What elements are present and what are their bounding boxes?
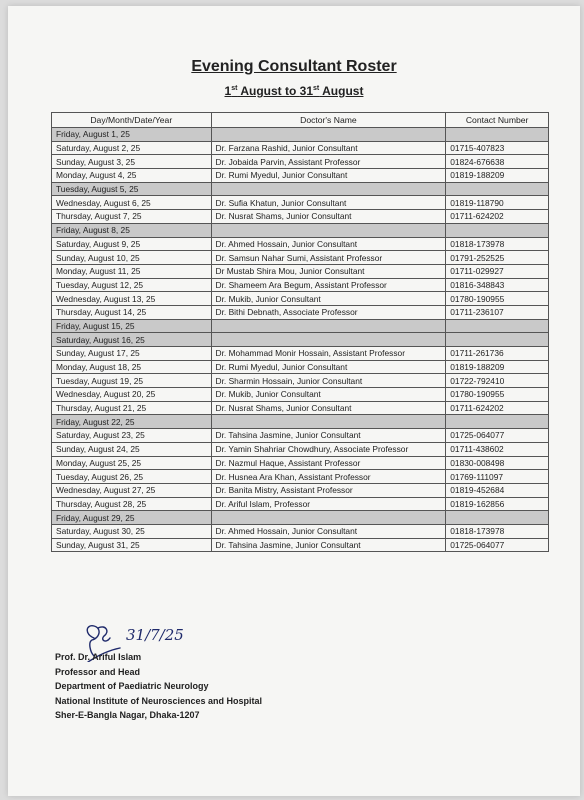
cell-contact: 01816-348843 (446, 278, 549, 292)
cell-date: Monday, August 18, 25 (52, 360, 212, 374)
table-row (52, 360, 549, 374)
cell-contact: 01819-452684 (446, 483, 549, 497)
cell-date: Friday, August 29, 25 (52, 511, 212, 525)
cell-date: Wednesday, August 6, 25 (52, 196, 212, 210)
cell-doctor: Dr. Samsun Nahar Sumi, Assistant Professor (211, 251, 446, 265)
cell-date: Sunday, August 24, 25 (52, 442, 212, 456)
subtitle-from-day: 1 (224, 84, 232, 98)
cell-date: Saturday, August 9, 25 (52, 237, 212, 251)
table-row-holiday (52, 511, 549, 525)
table-row (52, 169, 549, 183)
table-row (52, 305, 549, 319)
cell-doctor: Dr. Tahsina Jasmine, Junior Consultant (211, 538, 446, 552)
subtitle-end: August (319, 84, 364, 98)
table-row (52, 429, 549, 443)
cell-contact: 01769-111097 (446, 470, 549, 484)
cell-contact: 01818-173978 (446, 237, 549, 251)
table-row (52, 401, 549, 415)
subtitle-to-day: 31 (299, 84, 314, 98)
table-row (52, 141, 549, 155)
cell-date: Saturday, August 23, 25 (52, 429, 212, 443)
cell-date: Wednesday, August 13, 25 (52, 292, 212, 306)
table-row (52, 483, 549, 497)
cell-contact: 01780-190955 (446, 292, 549, 306)
cell-date: Tuesday, August 19, 25 (52, 374, 212, 388)
cell-contact (446, 182, 549, 196)
table-row (52, 196, 549, 210)
header-contact: Contact Number (446, 113, 549, 128)
table-row-holiday (52, 182, 549, 196)
cell-date: Wednesday, August 20, 25 (52, 388, 212, 402)
cell-doctor: Dr. Sharmin Hossain, Junior Consultant (211, 374, 446, 388)
cell-date: Thursday, August 28, 25 (52, 497, 212, 511)
cell-date: Tuesday, August 26, 25 (52, 470, 212, 484)
cell-date: Wednesday, August 27, 25 (52, 483, 212, 497)
cell-contact: 01711-029927 (446, 264, 549, 278)
cell-doctor (211, 223, 446, 237)
cell-doctor: Dr. Shameem Ara Begum, Assistant Professor (211, 278, 446, 292)
cell-doctor: Dr. Rumi Myedul, Junior Consultant (211, 360, 446, 374)
table-row-holiday (52, 128, 549, 142)
cell-contact: 01725-064077 (446, 429, 549, 443)
cell-doctor: Dr. Sufia Khatun, Junior Consultant (211, 196, 446, 210)
cell-doctor: Dr. Tahsina Jasmine, Junior Consultant (211, 429, 446, 443)
cell-doctor (211, 319, 446, 333)
document-subtitle (8, 84, 580, 98)
cell-doctor: Dr. Mohammad Monir Hossain, Assistant Professor (211, 347, 446, 361)
table-row (52, 374, 549, 388)
cell-contact: 01819-118790 (446, 196, 549, 210)
cell-doctor: Dr. Mukib, Junior Consultant (211, 292, 446, 306)
cell-contact: 01722-792410 (446, 374, 549, 388)
cell-contact: 01711-236107 (446, 305, 549, 319)
cell-date: Saturday, August 2, 25 (52, 141, 212, 155)
table-row (52, 347, 549, 361)
cell-date: Friday, August 22, 25 (52, 415, 212, 429)
cell-contact: 01819-188209 (446, 360, 549, 374)
cell-contact: 01780-190955 (446, 388, 549, 402)
cell-doctor: Dr. Ahmed Hossain, Junior Consultant (211, 237, 446, 251)
cell-contact (446, 511, 549, 525)
signature-date: 31/7/25 (126, 626, 184, 644)
table-row (52, 210, 549, 224)
subtitle-from-suffix: st (231, 85, 238, 92)
cell-doctor (211, 128, 446, 142)
table-row-holiday (52, 319, 549, 333)
cell-date: Friday, August 1, 25 (52, 128, 212, 142)
table-row-holiday (52, 333, 549, 347)
document-title: Evening Consultant Roster (191, 58, 397, 75)
signatory-institute: National Institute of Neurosciences and Hospital (55, 695, 263, 706)
cell-contact: 01715-407823 (446, 141, 549, 155)
table-row (52, 456, 549, 470)
cell-date: Monday, August 25, 25 (52, 456, 212, 470)
table-row (52, 264, 549, 278)
cell-doctor (211, 415, 446, 429)
cell-date: Thursday, August 21, 25 (52, 401, 212, 415)
cell-doctor: Dr. Ahmed Hossain, Junior Consultant (211, 524, 446, 538)
cell-contact (446, 319, 549, 333)
cell-doctor: Dr. Mukib, Junior Consultant (211, 388, 446, 402)
subtitle-to-suffix: st (313, 85, 320, 92)
table-row (52, 538, 549, 552)
cell-contact: 01819-162856 (446, 497, 549, 511)
cell-doctor: Dr. Nusrat Shams, Junior Consultant (211, 401, 446, 415)
table-row (52, 442, 549, 456)
table-row-holiday (52, 223, 549, 237)
table-row (52, 237, 549, 251)
cell-doctor: Dr. Yamin Shahriar Chowdhury, Associate Professor (211, 442, 446, 456)
cell-contact: 01711-624202 (446, 210, 549, 224)
cell-doctor: Dr. Rumi Myedul, Junior Consultant (211, 169, 446, 183)
cell-date: Thursday, August 14, 25 (52, 305, 212, 319)
cell-contact (446, 223, 549, 237)
cell-date: Saturday, August 30, 25 (52, 524, 212, 538)
cell-doctor (211, 182, 446, 196)
cell-date: Sunday, August 31, 25 (52, 538, 212, 552)
table-row (52, 470, 549, 484)
cell-date: Sunday, August 17, 25 (52, 347, 212, 361)
cell-contact: 01791-252525 (446, 251, 549, 265)
cell-doctor: Dr. Nazmul Haque, Assistant Professor (211, 456, 446, 470)
cell-contact (446, 415, 549, 429)
cell-contact (446, 128, 549, 142)
cell-doctor: Dr Mustab Shira Mou, Junior Consultant (211, 264, 446, 278)
roster-body (52, 128, 549, 552)
cell-date: Monday, August 4, 25 (52, 169, 212, 183)
table-row (52, 524, 549, 538)
header-date: Day/Month/Date/Year (52, 113, 212, 128)
cell-doctor: Dr. Nusrat Shams, Junior Consultant (211, 210, 446, 224)
cell-date: Friday, August 8, 25 (52, 223, 212, 237)
table-row-holiday (52, 415, 549, 429)
cell-contact: 01711-261736 (446, 347, 549, 361)
cell-contact: 01824-676638 (446, 155, 549, 169)
cell-date: Friday, August 15, 25 (52, 319, 212, 333)
cell-contact: 01830-008498 (446, 456, 549, 470)
table-row (52, 497, 549, 511)
cell-doctor: Dr. Ariful Islam, Professor (211, 497, 446, 511)
cell-date: Thursday, August 7, 25 (52, 210, 212, 224)
roster-document (8, 6, 580, 796)
cell-contact (446, 333, 549, 347)
cell-contact: 01819-188209 (446, 169, 549, 183)
cell-doctor: Dr. Banita Mistry, Assistant Professor (211, 483, 446, 497)
cell-doctor: Dr. Husnea Ara Khan, Assistant Professor (211, 470, 446, 484)
roster-table (51, 112, 549, 552)
table-row (52, 251, 549, 265)
table-row (52, 278, 549, 292)
table-row (52, 155, 549, 169)
signatory-name: Prof. Dr. Ariful Islam (55, 652, 142, 662)
signatory-title: Professor and Head (55, 666, 141, 677)
signatory-address: Sher-E-Bangla Nagar, Dhaka-1207 (55, 710, 200, 721)
cell-doctor (211, 511, 446, 525)
cell-date: Tuesday, August 12, 25 (52, 278, 212, 292)
cell-date: Sunday, August 3, 25 (52, 155, 212, 169)
table-row (52, 388, 549, 402)
cell-contact: 01711-624202 (446, 401, 549, 415)
cell-contact: 01725-064077 (446, 538, 549, 552)
cell-date: Saturday, August 16, 25 (52, 333, 212, 347)
signatory-department: Department of Paediatric Neurology (55, 681, 209, 692)
cell-doctor: Dr. Jobaida Parvin, Assistant Professor (211, 155, 446, 169)
cell-doctor: Dr. Bithi Debnath, Associate Professor (211, 305, 446, 319)
signatory-block (55, 650, 262, 723)
table-row (52, 292, 549, 306)
cell-doctor (211, 333, 446, 347)
header-doctor: Doctor's Name (211, 113, 446, 128)
table-header-row (52, 113, 549, 128)
cell-date: Monday, August 11, 25 (52, 264, 212, 278)
cell-contact: 01818-173978 (446, 524, 549, 538)
subtitle-middle: August to (237, 84, 300, 98)
cell-contact: 01711-438602 (446, 442, 549, 456)
cell-date: Sunday, August 10, 25 (52, 251, 212, 265)
cell-doctor: Dr. Farzana Rashid, Junior Consultant (211, 141, 446, 155)
cell-date: Tuesday, August 5, 25 (52, 182, 212, 196)
